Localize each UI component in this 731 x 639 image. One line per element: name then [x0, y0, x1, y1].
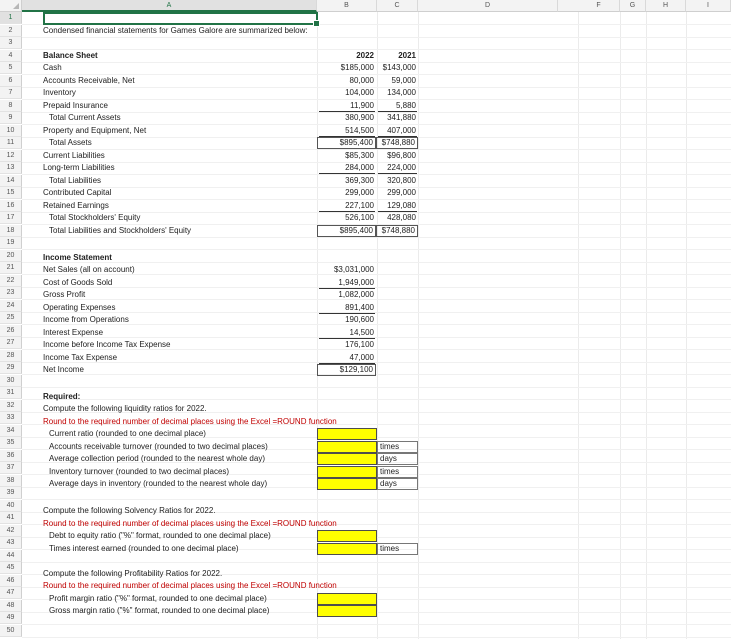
row-header[interactable]: 17	[0, 212, 22, 224]
ratio-label: Average days in inventory (rounded to the nearest whole day)	[49, 479, 268, 488]
row-header[interactable]: 21	[0, 262, 22, 274]
bs-row-label: Total Liabilities	[49, 176, 102, 185]
is-row-label: Income before Income Tax Expense	[43, 340, 171, 349]
answer-cell-collection-period[interactable]	[317, 453, 377, 465]
is-row-label: Cost of Goods Sold	[43, 278, 113, 287]
row-header[interactable]: 22	[0, 275, 22, 287]
row-header[interactable]: 14	[0, 175, 22, 187]
select-all-corner[interactable]	[0, 0, 22, 12]
row-header[interactable]: 35	[0, 437, 22, 449]
bs-row-label: Current Liabilities	[43, 151, 105, 160]
answer-cell-current-ratio[interactable]	[317, 428, 377, 440]
bs-value-2022: 104,000	[345, 88, 374, 97]
bs-value-2022: 227,100	[317, 200, 376, 212]
row-header[interactable]: 38	[0, 475, 22, 487]
answer-cell-debt-to-equity[interactable]	[317, 530, 377, 542]
row-gridline	[22, 299, 731, 300]
bs-row-label: Total Stockholders' Equity	[49, 213, 141, 222]
row-gridline	[22, 562, 731, 563]
row-header[interactable]: 24	[0, 300, 22, 312]
bs-value-2021: $748,880	[376, 137, 418, 149]
row-header[interactable]: 25	[0, 312, 22, 324]
row-header[interactable]: 48	[0, 600, 22, 612]
row-gridline	[22, 624, 731, 625]
row-gridline	[22, 374, 731, 375]
round-note: Round to the required number of decimal places using the Excel =ROUND function	[43, 519, 337, 528]
bs-value-2022: $895,400	[317, 225, 376, 237]
row-gridline	[22, 249, 731, 250]
row-header[interactable]: 30	[0, 375, 22, 387]
row-gridline	[22, 499, 731, 500]
is-value: 190,600	[345, 315, 374, 324]
answer-cell-gross-margin[interactable]	[317, 605, 377, 617]
bs-value-2021: $748,880	[376, 225, 418, 237]
answer-cell-profit-margin[interactable]	[317, 593, 377, 605]
is-row-label: Gross Profit	[43, 290, 86, 299]
bs-value-2022: $185,000	[340, 63, 374, 72]
is-value: 1,082,000	[338, 290, 374, 299]
bs-value-2021: 428,080	[387, 213, 416, 222]
answer-cell-times-interest-earned[interactable]	[317, 543, 377, 555]
unit-label: times	[377, 441, 418, 453]
column-header-g[interactable]: G	[620, 0, 646, 12]
row-gridline	[22, 237, 731, 238]
bs-value-2021: $96,800	[387, 151, 416, 160]
row-header[interactable]: 1	[0, 12, 22, 24]
ratio-label: Gross margin ratio ("%" format, rounded to one decimal place)	[49, 606, 270, 615]
row-header[interactable]: 9	[0, 112, 22, 124]
is-value: 891,400	[317, 302, 376, 314]
row-header[interactable]: 13	[0, 162, 22, 174]
row-header[interactable]: 37	[0, 462, 22, 474]
gridline	[686, 12, 687, 639]
liquidity-intro: Compute the following liquidity ratios for 2022.	[43, 404, 207, 413]
row-header[interactable]: 7	[0, 87, 22, 99]
row-header[interactable]: 39	[0, 487, 22, 499]
bs-value-2021: 407,000	[376, 125, 418, 137]
row-header[interactable]: 33	[0, 412, 22, 424]
is-value: $129,100	[317, 364, 376, 376]
row-gridline	[22, 387, 731, 388]
row-gridline	[22, 37, 731, 38]
bs-row-label: Accounts Receivable, Net	[43, 76, 135, 85]
column-header-d[interactable]: D	[418, 0, 558, 12]
bs-row-label: Total Assets	[49, 138, 92, 147]
ratio-label: Current ratio (rounded to one decimal place)	[49, 429, 206, 438]
row-header[interactable]: 27	[0, 337, 22, 349]
is-row-label: Net Sales (all on account)	[43, 265, 135, 274]
bs-row-label: Long-term Liabilities	[43, 163, 115, 172]
row-header[interactable]: 15	[0, 187, 22, 199]
gridline	[578, 12, 579, 639]
row-header[interactable]: 49	[0, 612, 22, 624]
row-header[interactable]: 18	[0, 225, 22, 237]
row-header[interactable]: 32	[0, 400, 22, 412]
bs-value-2021: 299,000	[387, 188, 416, 197]
bs-value-2022: 11,900	[317, 100, 376, 112]
bs-row-label: Inventory	[43, 88, 76, 97]
answer-cell-inventory-turnover[interactable]	[317, 466, 377, 478]
row-header[interactable]: 5	[0, 62, 22, 74]
bs-value-2022: 380,900	[345, 113, 374, 122]
bs-value-2022: 284,000	[317, 162, 376, 174]
row-header[interactable]: 19	[0, 237, 22, 249]
row-header[interactable]: 11	[0, 137, 22, 149]
column-header-h[interactable]: H	[646, 0, 686, 12]
bs-value-2021: $143,000	[382, 63, 416, 72]
intro-text: Condensed financial statements for Games Galore are summarized below:	[43, 26, 308, 35]
bs-row-label: Contributed Capital	[43, 188, 112, 197]
is-row-label: Interest Expense	[43, 328, 104, 337]
bs-row-label: Total Liabilities and Stockholders' Equity	[49, 226, 192, 235]
row-header[interactable]: 10	[0, 125, 22, 137]
row-gridline	[22, 362, 731, 363]
row-header[interactable]: 29	[0, 362, 22, 374]
ratio-label: Average collection period (rounded to the nearest whole day)	[49, 454, 265, 463]
round-note: Round to the required number of decimal places using the Excel =ROUND function	[43, 417, 337, 426]
gridline	[620, 12, 621, 639]
unit-label: days	[377, 478, 418, 490]
row-header[interactable]: 36	[0, 450, 22, 462]
balance-sheet-title: Balance Sheet	[43, 51, 98, 60]
row-header[interactable]: 12	[0, 150, 22, 162]
column-header-f[interactable]: F	[578, 0, 620, 12]
bs-row-label: Prepaid Insurance	[43, 101, 108, 110]
row-gridline	[22, 287, 731, 288]
bs-value-2022: $85,300	[345, 151, 374, 160]
column-header-e-hidden[interactable]	[558, 0, 578, 12]
row-header[interactable]: 46	[0, 575, 22, 587]
row-gridline	[22, 399, 731, 400]
bs-row-label: Property and Equipment, Net	[43, 126, 147, 135]
bs-value-2021: 5,880	[376, 100, 418, 112]
bs-value-2021: 134,000	[387, 88, 416, 97]
row-gridline	[22, 262, 731, 263]
column-header-b[interactable]: B	[317, 0, 377, 12]
bs-value-2021: 224,000	[376, 162, 418, 174]
bs-value-2021: 129,080	[376, 200, 418, 212]
row-header[interactable]: 8	[0, 100, 22, 112]
selected-cell-a1[interactable]	[43, 12, 318, 25]
is-value: 14,500	[317, 327, 376, 339]
row-gridline	[22, 312, 731, 313]
income-statement-title: Income Statement	[43, 253, 112, 262]
row-header[interactable]: 43	[0, 537, 22, 549]
row-header[interactable]: 34	[0, 425, 22, 437]
row-header[interactable]: 23	[0, 287, 22, 299]
is-row-label: Operating Expenses	[43, 303, 116, 312]
row-header[interactable]: 28	[0, 350, 22, 362]
row-gridline	[22, 637, 731, 638]
is-value: $3,031,000	[333, 265, 374, 274]
row-header[interactable]: 4	[0, 50, 22, 62]
row-header[interactable]: 6	[0, 75, 22, 87]
is-row-label: Income from Operations	[43, 315, 129, 324]
required-title: Required:	[43, 392, 81, 401]
row-header[interactable]: 42	[0, 525, 22, 537]
column-header-a[interactable]: A	[22, 0, 317, 12]
is-value: 1,949,000	[317, 277, 376, 289]
unit-label: times	[377, 543, 418, 555]
row-header[interactable]: 3	[0, 37, 22, 49]
bs-value-2021: 320,800	[387, 176, 416, 185]
is-value: 47,000	[317, 352, 376, 364]
ratio-label: Inventory turnover (rounded to two decimal places)	[49, 467, 230, 476]
ratio-label: Times interest earned (rounded to one decimal place)	[49, 544, 239, 553]
bs-value-2022: 80,000	[349, 76, 374, 85]
ratio-label: Profit margin ratio ("%" format, rounded to one decimal place)	[49, 594, 267, 603]
bs-value-2022: $895,400	[317, 137, 376, 149]
ratio-label: Accounts receivable turnover (rounded to two decimal places)	[49, 442, 268, 451]
row-header[interactable]: 41	[0, 512, 22, 524]
ratio-label: Debt to equity ratio ("%" format, rounded to one decimal place)	[49, 531, 271, 540]
row-gridline	[22, 337, 731, 338]
row-header[interactable]: 26	[0, 325, 22, 337]
is-row-label: Net Income	[43, 365, 84, 374]
row-header[interactable]: 40	[0, 500, 22, 512]
is-row-label: Income Tax Expense	[43, 353, 118, 362]
unit-label: times	[377, 466, 418, 478]
row-header[interactable]: 47	[0, 587, 22, 599]
year-2022-header: 2022	[356, 51, 374, 60]
row-header[interactable]: 2	[0, 25, 22, 37]
bs-value-2021: 59,000	[391, 76, 416, 85]
row-header[interactable]: 44	[0, 550, 22, 562]
column-header-i[interactable]: I	[686, 0, 731, 12]
row-header[interactable]: 31	[0, 387, 22, 399]
row-header[interactable]: 20	[0, 250, 22, 262]
bs-value-2022: 369,300	[345, 176, 374, 185]
bs-row-label: Retained Earnings	[43, 201, 109, 210]
solvency-intro: Compute the following Solvency Ratios for 2022.	[43, 506, 216, 515]
profitability-intro: Compute the following Profitability Ratios for 2022.	[43, 569, 223, 578]
row-header[interactable]: 45	[0, 562, 22, 574]
is-value: 176,100	[345, 340, 374, 349]
bs-row-label: Total Current Assets	[49, 113, 121, 122]
bs-row-label: Cash	[43, 63, 62, 72]
answer-cell-ar-turnover[interactable]	[317, 441, 377, 453]
year-2021-header: 2021	[398, 51, 416, 60]
row-header[interactable]: 50	[0, 625, 22, 637]
row-header[interactable]: 16	[0, 200, 22, 212]
bs-value-2022: 526,100	[345, 213, 374, 222]
answer-cell-days-in-inventory[interactable]	[317, 478, 377, 490]
column-header-c[interactable]: C	[377, 0, 418, 12]
bs-value-2021: 341,880	[387, 113, 416, 122]
bs-value-2022: 514,500	[317, 125, 376, 137]
round-note: Round to the required number of decimal places using the Excel =ROUND function	[43, 581, 337, 590]
gridline	[646, 12, 647, 639]
unit-label: days	[377, 453, 418, 465]
gridline	[418, 12, 419, 639]
bs-value-2022: 299,000	[345, 188, 374, 197]
